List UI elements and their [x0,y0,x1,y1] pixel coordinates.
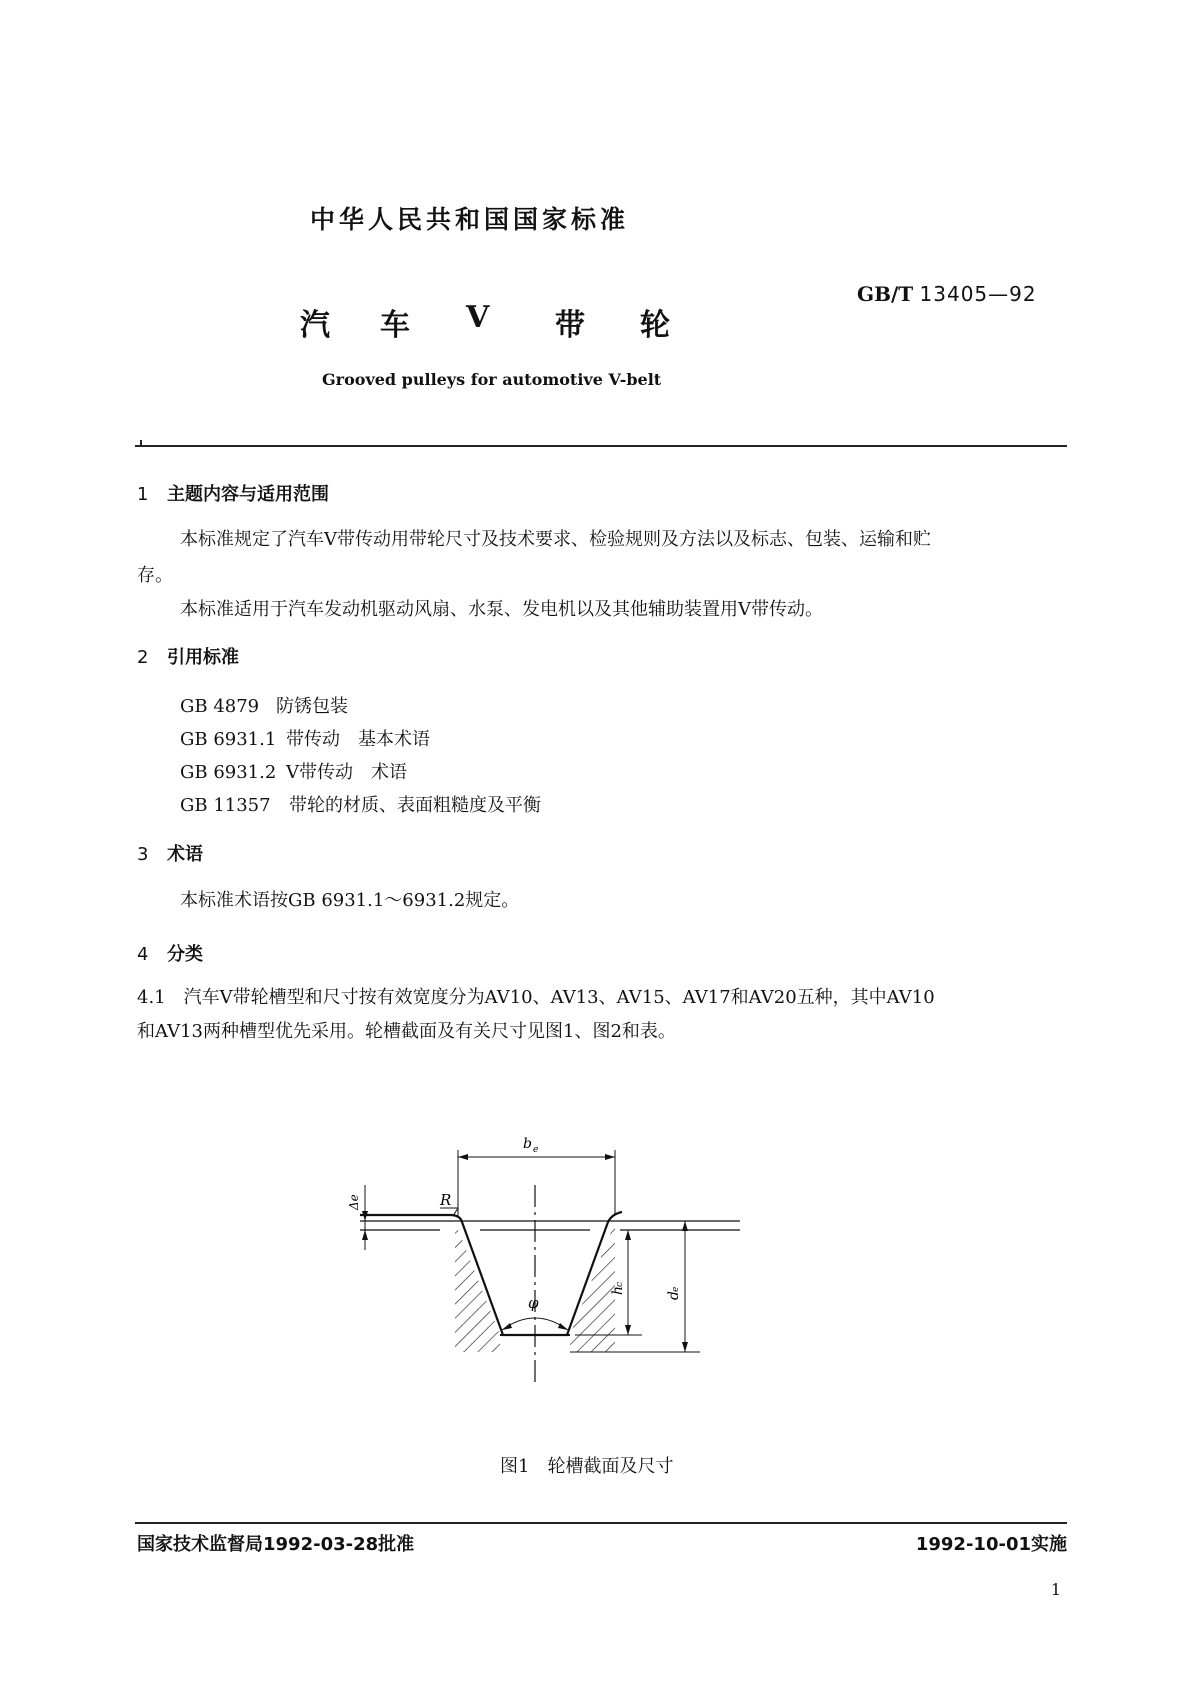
hc-arrow-bottom [625,1325,631,1335]
page-number: 1 [1050,1580,1061,1599]
be-arrow-left [458,1154,468,1160]
reference-name: 防锈包装 [276,696,348,717]
section-4-heading [137,940,203,966]
document-title-en: Grooved pulleys for automotive V-belt [322,370,662,389]
be-arrow-right [605,1154,615,1160]
footer-divider [135,1522,1067,1524]
section-title: 分类 [167,944,203,965]
delta-e-arrow-bottom [362,1230,368,1240]
section-1-heading [137,480,329,506]
hatch-left [455,1222,500,1352]
section-3-paragraph: 本标准术语按GB 6931.1～6931.2规定。 [180,890,520,911]
be-label: b [523,1136,532,1152]
be-label-sub: e [533,1145,539,1155]
section-4-1-paragraph-cont: 和AV13两种槽型优先采用。轮槽截面及有关尺寸见图1、图2和表。 [137,1021,676,1042]
section-4-1-paragraph: 4.1 汽车V带轮槽型和尺寸按有效宽度分为AV10、AV13、AV15、AV17和AV20五种，其中AV10 [137,987,935,1008]
title-char: 车 [380,308,410,343]
title-char: 轮 [640,308,670,343]
standard-number [857,282,1037,306]
reference-code: GB 6931.2 [180,762,277,783]
reference-item [180,725,430,751]
radius-label: R [440,1191,452,1209]
de-label-sub: e [671,1286,681,1292]
reference-name: 带轮的材质、表面粗糙度及平衡 [289,795,541,816]
figure-caption: 图1 轮槽截面及尺寸 [500,1456,674,1477]
section-3-heading [137,840,203,866]
section-2-heading [137,643,239,669]
hc-label: h [610,1285,626,1295]
header-divider-tick [140,440,142,447]
standard-number-value: 13405—92 [919,282,1037,306]
section-title: 引用标准 [167,647,239,668]
reference-item [180,758,407,784]
reference-name: 带传动 基本术语 [286,729,430,750]
section-number: 4 [137,944,149,965]
groove-cross-section-figure [347,1130,740,1400]
reference-name: V带传动 术语 [286,762,407,783]
de-arrow-top [682,1221,688,1231]
national-standard-heading: 中华人民共和国国家标准 [310,205,630,234]
approval-date: 国家技术监督局1992-03-28批准 [137,1534,415,1555]
reference-item [180,692,348,718]
section-number: 3 [137,844,149,865]
title-char: 带 [555,308,585,343]
phi-label: φ [528,1294,539,1312]
section-1-paragraph-1-cont: 存。 [137,565,173,586]
reference-code: GB 11357 [180,795,271,816]
title-char: V [466,300,490,335]
section-number: 2 [137,647,149,668]
standard-code: GB/T [857,282,914,306]
hc-label-sub: c [615,1281,625,1287]
header-divider [135,445,1067,447]
de-label: d [666,1291,682,1300]
delta-e-label: Δe [347,1194,361,1210]
hatch-right [570,1222,615,1352]
implementation-date: 1992-10-01实施 [915,1534,1067,1555]
reference-item [180,791,541,817]
title-char: 汽 [300,308,330,343]
reference-code: GB 6931.1 [180,729,277,750]
section-title: 主题内容与适用范围 [167,484,329,505]
section-title: 术语 [167,844,203,865]
section-1-paragraph-1: 本标准规定了汽车V带传动用带轮尺寸及技术要求、检验规则及方法以及标志、包装、运输和贮 [180,529,931,550]
reference-code: GB 4879 [180,696,260,717]
section-number: 1 [137,484,149,505]
hc-arrow-top [625,1230,631,1240]
de-arrow-bottom [682,1342,688,1352]
section-1-paragraph-2: 本标准适用于汽车发动机驱动风扇、水泵、发电机以及其他辅助装置用V带传动。 [180,599,823,620]
